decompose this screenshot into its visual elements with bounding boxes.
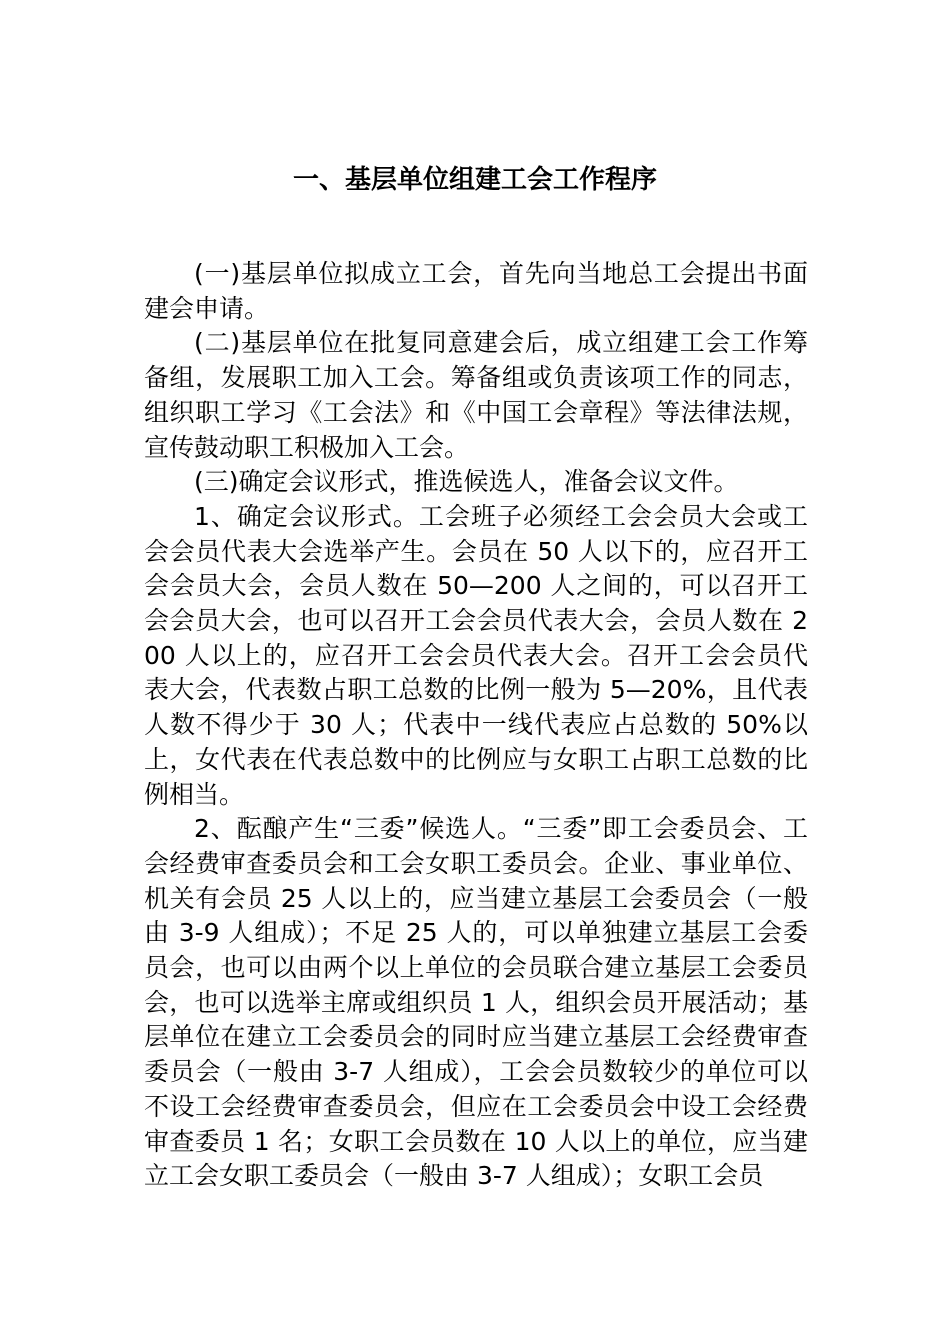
paragraph-5: 2、酝酿产生“三委”候选人。“三委”即工会委员会、工会经费审查委员会和工会女职工委员会。企业、事业单位、机关有会员 25 人以上的，应当建立基层工会委员会（一般由 3-9 人组成）；不足 25 人的，可以单独建立基层工会委员会，也可以由两个以上单位的会员联合建立基层工会委员会，也可以选举主席或组织员 1 人，组织会员开展活动；基层单位在建立工会委员会的同时应当建立基层工会经费审查委员会（一般由 3-7 人组成），工会会员数较少的单位可以不设工会经费审查委员会，但应在工会委员会中设工会经费审查委员 1 名；女职工会员数在 10 人以上的单位，应当建立工会女职工委员会（一般由 3-7 人组成）；女职工会员 [144, 814, 808, 1191]
document-title: 一、基层单位组建工会工作程序 [292, 165, 657, 195]
paragraph-2: (二)基层单位在批复同意建会后，成立组建工会工作筹备组，发展职工加入工会。筹备组或负责该项工作的同志，组织职工学习《工会法》和《中国工会章程》等法律法规，宣传鼓动职工积极加入工会。 [144, 328, 808, 462]
document-body [144, 257, 808, 1194]
paragraph-3: (三)确定会议形式，推选候选人，准备会议文件。 [194, 467, 739, 497]
paragraph-1: (一)基层单位拟成立工会，首先向当地总工会提出书面建会申请。 [144, 259, 808, 323]
paragraph-4: 1、确定会议形式。工会班子必须经工会会员大会或工会会员代表大会选举产生。会员在 50 人以下的，应召开工会会员大会，会员人数在 50—200 人之间的，可以召开工会会员大会，也可以召开工会会员代表大会，会员人数在 200 人以上的，应召开工会会员代表大会。召开工会会员代表大会，代表数占职工总数的比例一般为 5—20%，且代表人数不得少于 30 人；代表中一线代表应占总数的 50%以上，女代表在代表总数中的比例应与女职工占职工总数的比例相当。 [144, 501, 808, 809]
